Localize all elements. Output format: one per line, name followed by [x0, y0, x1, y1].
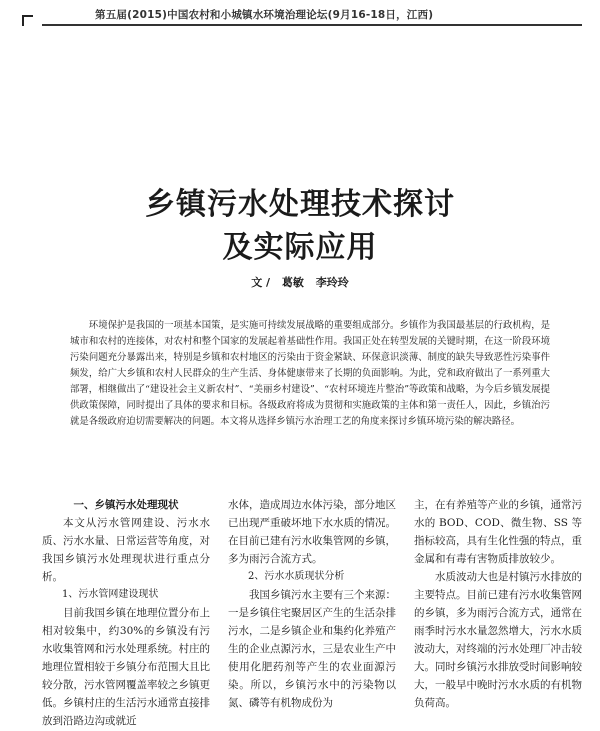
body-column-1 — [42, 496, 210, 730]
author-name: 李玲玲 — [315, 276, 349, 289]
abstract: 环境保护是我国的一项基本国策，是实施可持续发展战略的重要组成部分。乡镇作为我国最基层的行政机构，是城市和农村的连接体，对农村和整个国家的发展起着基础性作用。我国正处在转型发展的关键时期，在这一阶段环境污染问题充分暴露出来，特别是乡镇和农村地区的污染由于资金紧缺、环保意识淡薄、制度的缺失导致恶性污染事件频发，给广大乡镇和农村人民群众的生产生活、身体健康带来了长期的负面影响。为此，党和政府做出了一系列重大部署，相继做出了“建设社会主义新农村”、“美丽乡村建设”、“农村环境连片整治”等政策和战略，为今后乡镇发展提供政策保障，同时提出了具体的要求和目标。各级政府将成为贯彻和实施政策的主体和第一责任人，因此，乡镇治污就是各级政府迫切需要解决的问题。本文将从选择乡镇污水治理工艺的角度来探讨乡镇环境污染的解决路径。 — [70, 320, 550, 427]
body-paragraph: 水体，造成周边水体污染，部分地区已出现严重破坏地下水水质的情况。在目前已建有污水收集管网的乡镇，多为雨污合流方式。 — [228, 499, 396, 565]
title-line-2: 及实际应用 — [222, 230, 378, 265]
body-paragraph: 我国乡镇污水主要有三个来源：一是乡镇住宅聚居区产生的生活杂排污水，二是乡镇企业和集约化养殖产生的企业点源污水，三是农业生产中使用化肥药剂等产生的农业面源污染。所以，乡镇污水中的污染物以氮、磷等有机物成份为 — [228, 589, 396, 709]
body-column-3 — [414, 496, 582, 730]
body-paragraph: 水质波动大也是村镇污水排放的主要特点。目前已建有污水收集管网的乡镇，多为雨污合流方式，通常在雨季时污水水量忽然增大，污水水质波动大，对终端的污水处理厂冲击较大。同时乡镇污水排放受时间影响较大，一般早中晚时污水水质的有机物负荷高。 — [414, 571, 582, 709]
subsection-heading: 2、污水水质现状分析 — [248, 571, 345, 582]
corner-mark-icon — [22, 15, 33, 26]
header-divider — [42, 24, 582, 26]
title-line-1: 乡镇污水处理技术探讨 — [145, 187, 455, 222]
article-title — [0, 183, 600, 269]
running-header: 第五届(2015)中国农村和小城镇水环境治理论坛(9月16-18日，江西) — [95, 9, 434, 21]
body-columns — [42, 496, 582, 730]
author-name: 葛敏 — [281, 276, 304, 289]
body-column-2 — [228, 496, 396, 730]
body-paragraph: 目前我国乡镇在地理位置分布上相对较集中，约30%的乡镇没有污水收集管网和污水处理系统。村庄的地理位置相较于乡镇分布范围大且比较分散，污水管网覆盖率较之乡镇更低。乡镇村庄的生活污水通常直接排放到沿路边沟或就近 — [42, 607, 210, 727]
section-heading: 一、乡镇污水处理现状 — [73, 499, 179, 511]
body-paragraph: 本文从污水管网建设、污水水质、污水水量、日常运营等角度，对我国乡镇污水处理现状进行重点分析。 — [42, 517, 210, 583]
body-paragraph: 主，在有养殖等产业的乡镇，通常污水的 BOD、COD、微生物、SS 等指标较高，具有生化性强的特点，重金属和有毒有害物质排放较少。 — [414, 499, 582, 565]
author-line — [0, 274, 600, 290]
subsection-heading: 1、污水管网建设现状 — [62, 589, 159, 600]
author-prefix: 文 / — [251, 276, 271, 289]
